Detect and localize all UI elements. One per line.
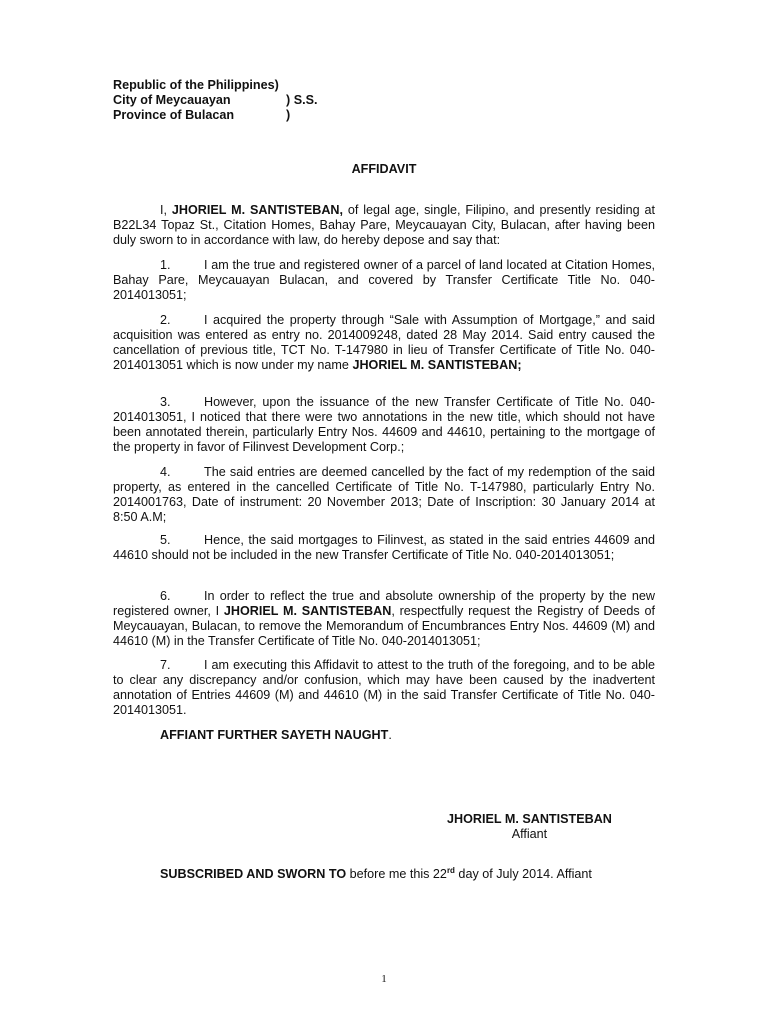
further-sayeth-line: AFFIANT FURTHER SAYETH NAUGHT. bbox=[160, 728, 392, 742]
jurat-line: SUBSCRIBED AND SWORN TO before me this 22rd day of July 2014. Affiant bbox=[160, 865, 592, 881]
affiant-name: JHORIEL M. SANTISTEBAN, bbox=[171, 203, 344, 217]
venue-block bbox=[113, 78, 318, 123]
document-title: AFFIDAVIT bbox=[351, 162, 417, 176]
signature-role: Affiant bbox=[511, 827, 548, 841]
venue-line-1: Republic of the Philippines) bbox=[113, 78, 279, 92]
signature-block bbox=[447, 812, 612, 842]
venue-province: Province of Bulacan bbox=[113, 108, 235, 122]
signature-name: JHORIEL M. SANTISTEBAN bbox=[447, 812, 612, 826]
intro-paragraph: I, JHORIEL M. SANTISTEBAN, of legal age, single, Filipino, and presently residing at B22L34 Topaz St., Citation Homes, Bahay Pare, Meycauayan City, Bulacan, after having been duly sworn to in accordance with law, do hereby depose and say that: bbox=[113, 203, 655, 247]
paragraph-6: 6. In order to reflect the true and absolute ownership of the property by the new registered owner, I JHORIEL M. SANTISTEBAN, respectfully request the Registry of Deeds of Meycauayan, Bulacan, to remove the Memorandum of Encumbrances Entry Nos. 44609 (M) and 44610 (M) in the Transfer Certificate of Title No. 040-2014013051; bbox=[113, 589, 655, 648]
venue-ss: ) S.S. bbox=[286, 93, 318, 107]
paragraph-3: 3. However, upon the issuance of the new Transfer Certificate of Title No. 040-2014013051, I noticed that there were two annotations in the new title, which should not have been annotated therein, particularly Entry Nos. 44609 and 44610, pertaining to the mortgage of the property in favor of Filinvest Development Corp.; bbox=[113, 395, 655, 454]
paragraph-5: 5. Hence, the said mortgages to Filinvest, as stated in the said entries 44609 and 44610 should not be included in the new Transfer Certificate of Title No. 040-2014013051; bbox=[113, 533, 655, 562]
affiant-name: JHORIEL M. SANTISTEBAN bbox=[223, 604, 392, 618]
venue-city: City of Meycauayan bbox=[113, 93, 231, 107]
paragraph-4: 4. The said entries are deemed cancelled by the fact of my redemption of the said property, as entered in the cancelled Certificate of Title No. T-147980, particularly Entry No. 2014001763, Date of instrument: 20 November 2013; Date of Inscription: 30 January 2014 at 8:50 A.M; bbox=[113, 465, 655, 524]
paragraph-2: 2. I acquired the property through “Sale with Assumption of Mortgage,” and said acquisition was entered as entry no. 2014009248, dated 28 May 2014. Said entry caused the cancellation of previous title, TCT No. T-147980 in lieu of Transfer Certificate of Title No. 040-2014013051 which is now under my name JHORIEL M. SANTISTEBAN; bbox=[113, 313, 655, 372]
venue-paren: ) bbox=[286, 108, 291, 122]
page-number: 1 bbox=[381, 973, 387, 985]
affiant-name: JHORIEL M. SANTISTEBAN; bbox=[352, 358, 522, 372]
paragraph-1: 1. I am the true and registered owner of a parcel of land located at Citation Homes, Bahay Pare, Meycauayan Bulacan, and covered by Transfer Certificate Title No. 040-2014013051; bbox=[113, 258, 655, 302]
paragraph-7: 7. I am executing this Affidavit to attest to the truth of the foregoing, and to be able to clear any discrepancy and/or confusion, which may have been caused by the inadvertent annotation of Entries 44609 (M) and 44610 (M) in the said Transfer Certificate of Title No. 040-2014013051. bbox=[113, 658, 655, 717]
